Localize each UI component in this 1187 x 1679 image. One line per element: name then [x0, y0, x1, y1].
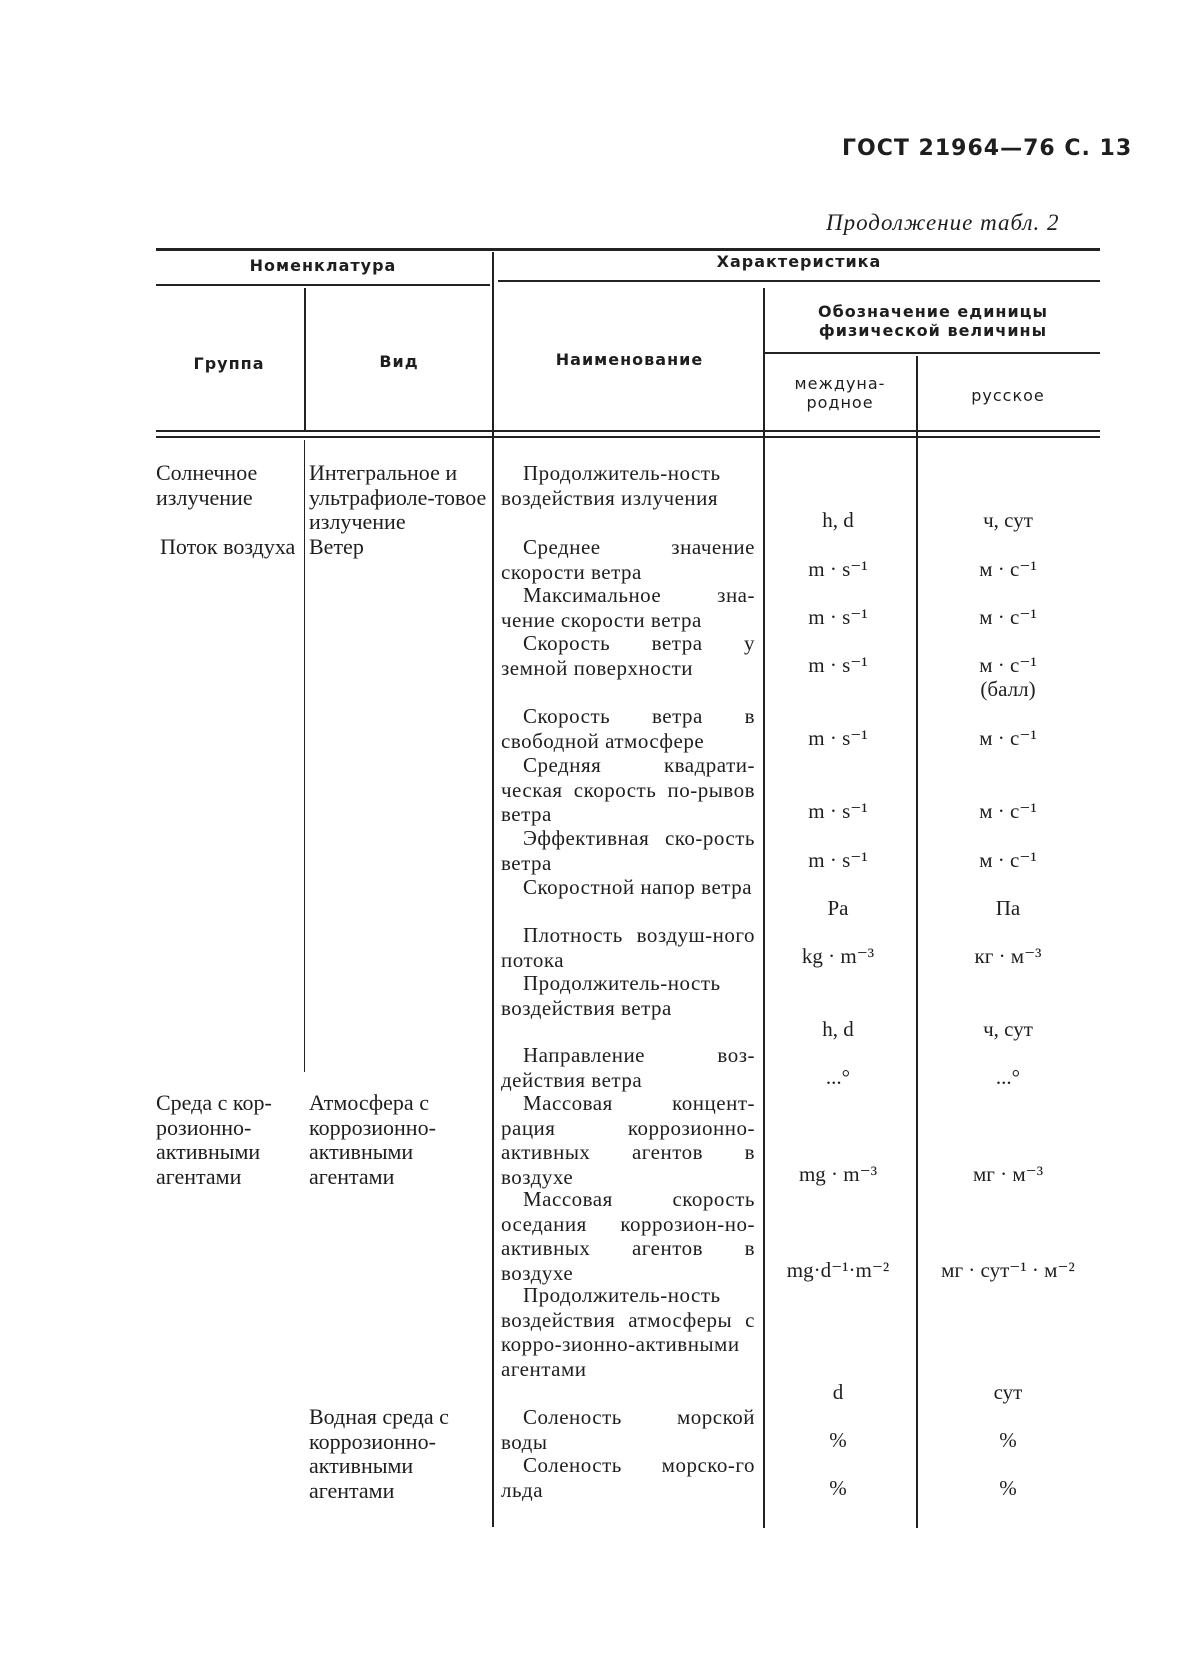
row-unit-intl: d — [832, 1380, 844, 1404]
row-unit-intl: % — [829, 1476, 847, 1500]
row-unit-intl: Pa — [827, 896, 849, 920]
row-name: Скорость ветра в свободной атмосфере — [501, 704, 755, 753]
header-intl: междуна-родное — [794, 374, 886, 412]
header-bottom-rule-1 — [156, 430, 1100, 432]
row-name: Скорость ветра у земной поверхности — [501, 631, 755, 680]
row-unit-rus-note: (балл) — [980, 677, 1036, 701]
header-rule-nomenclature — [156, 284, 490, 286]
header-name: Наименование — [555, 350, 704, 369]
header-group: Группа — [193, 354, 265, 373]
row-name: Скоростной напор ветра — [523, 875, 753, 899]
row-unit-intl: ...° — [825, 1065, 851, 1089]
row-unit-rus: ч, сут — [983, 508, 1033, 532]
row-name: Массовая скорость оседания коррозион-но-активных агентов в воздухе — [501, 1187, 755, 1285]
header-bottom-rule-2 — [156, 436, 1100, 438]
row-unit-rus: % — [999, 1476, 1017, 1500]
row-unit-rus: м · с⁻¹ — [979, 557, 1037, 581]
table-caption: Продолжение табл. 2 — [826, 210, 1060, 235]
row-name: Среднее значение скорости ветра — [501, 535, 755, 584]
group-airflow: Поток воздуха — [160, 534, 296, 559]
row-unit-intl: m · s⁻¹ — [808, 799, 868, 823]
group-solar: Солнечное излучение — [156, 460, 258, 510]
row-unit-rus: м · с⁻¹ — [979, 605, 1037, 629]
vid-integral: Интегральное и ультрафиоле-товое излучение — [309, 460, 487, 534]
row-unit-rus: ч, сут — [983, 1017, 1033, 1041]
row-unit-rus: м · с⁻¹ — [979, 799, 1037, 823]
row-unit-rus: мг · сут⁻¹ · м⁻² — [941, 1258, 1075, 1282]
row-name: Соленость морской воды — [501, 1405, 755, 1454]
vid-wind: Ветер — [309, 534, 364, 559]
row-unit-intl: m · s⁻¹ — [808, 605, 868, 629]
row-unit-rus: ...° — [995, 1065, 1021, 1089]
page-header: ГОСТ 21964—76 С. 13 — [842, 136, 1133, 161]
group-corrosive: Среда с кор-розионно-активными агентами — [156, 1090, 272, 1189]
row-unit-intl: m · s⁻¹ — [808, 726, 868, 750]
header-vid: Вид — [379, 352, 419, 371]
table-top-rule — [156, 248, 1100, 251]
col-divider-nomenclature — [492, 252, 494, 1527]
row-name: Продолжитель-ность воздействия атмосферы с корро-зионно-активными агентами — [501, 1283, 755, 1381]
row-name: Продолжитель-ность воздействия ветра — [501, 971, 721, 1020]
row-unit-rus: сут — [993, 1380, 1023, 1404]
row-unit-rus: м · с⁻¹ — [979, 848, 1037, 872]
row-unit-intl: h, d — [822, 1017, 854, 1041]
row-name: Массовая концент-рация коррозионно-активных агентов в воздухе — [501, 1091, 755, 1189]
row-unit-rus: % — [999, 1428, 1017, 1452]
row-name: Плотность воздуш-ного потока — [501, 923, 755, 972]
row-unit-intl: m · s⁻¹ — [808, 557, 868, 581]
header-unit-title: Обозначение единицы физической величины — [817, 302, 1048, 340]
col-divider-group-vid-body — [304, 440, 305, 1072]
row-unit-rus: Па — [995, 896, 1021, 920]
header-nomenclature: Номенклатура — [249, 256, 397, 275]
vid-water: Водная среда с коррозионно-активными агентами — [309, 1404, 449, 1503]
header-rus: русское — [971, 386, 1045, 405]
vid-atmosphere: Атмосфера с коррозионно-активными агентами — [309, 1090, 436, 1189]
col-divider-group-vid — [304, 288, 306, 430]
row-unit-rus: кг · м⁻³ — [974, 944, 1042, 968]
row-name: Направление воз-действия ветра — [501, 1043, 755, 1092]
row-unit-intl: % — [829, 1428, 847, 1452]
row-unit-intl: mg · m⁻³ — [798, 1162, 878, 1186]
header-rule-units — [765, 352, 1100, 354]
row-unit-intl: m · s⁻¹ — [808, 653, 868, 677]
row-unit-rus: мг · м⁻³ — [972, 1162, 1044, 1186]
row-name: Эффективная ско-рость ветра — [501, 826, 755, 875]
row-name: Продолжитель-ность воздействия излучения — [501, 461, 721, 510]
row-unit-rus: м · с⁻¹ — [979, 653, 1037, 677]
header-characteristic: Характеристика — [716, 252, 882, 271]
row-unit-intl: mg·d⁻¹·m⁻² — [786, 1258, 890, 1282]
row-unit-intl: m · s⁻¹ — [808, 848, 868, 872]
row-unit-intl: h, d — [822, 508, 854, 532]
row-name: Соленость морско-го льда — [501, 1453, 755, 1502]
row-name: Средняя квадрати-ческая скорость по-рывов ветра — [501, 753, 755, 826]
row-unit-intl: kg · m⁻³ — [801, 944, 875, 968]
header-rule-characteristic — [498, 280, 1100, 282]
row-name: Максимальное зна-чение скорости ветра — [501, 583, 755, 632]
row-unit-rus: м · с⁻¹ — [979, 726, 1037, 750]
